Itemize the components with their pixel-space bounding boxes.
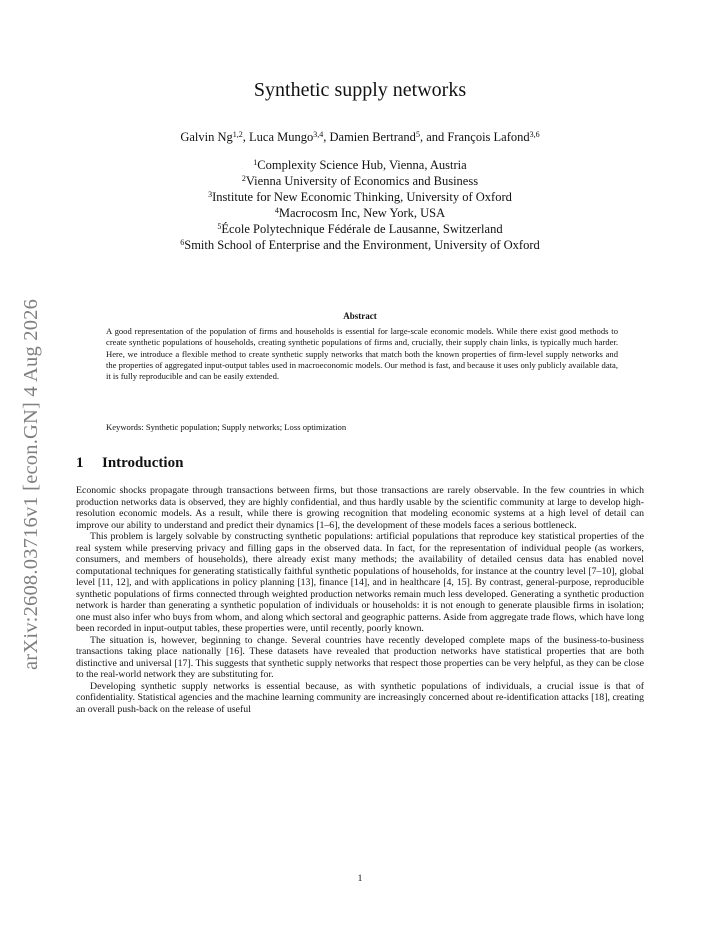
arxiv-identifier-stamp[interactable]: arXiv:2608.03716v1 [econ.GN] 4 Aug 2026	[20, 298, 42, 670]
introduction-body	[76, 485, 644, 715]
paragraph: The situation is, however, beginning to change. Several countries have recently developed complete maps of the business-to-business transactions taking place nationally [16]. These datasets have revealed that production networks have statistical properties that are both distinctive and universal [17]. This suggests that synthetic supply networks that respect those properties can be very helpful, as they can be close to the real-world network they are substituting for.	[76, 634, 644, 680]
section-number: 1	[76, 455, 84, 471]
author: Galvin Ng$^{1,2}$	[180, 130, 243, 144]
affiliation: $^2$Vienna University of Economics and Business	[241, 174, 479, 188]
paragraph: This problem is largely solvable by constructing synthetic populations: artificial populations that reproduce key statistical properties of the real system while preserving privacy and filling gaps in the observed data. In fact, for the representation of individual people (as workers, consumers, and members of households), there already exist many methods; the availability of detailed census data has enabled novel computational techniques for generating statistically faithful synthetic populations of households, for instance at the country level [7–10], global level [11, 12], and with applications in policy planning [13], finance [14], and in healthcare [4, 15]. By contrast, general-purpose, reproducible synthetic populations of firms connected through weighted production networks remain much less developed. Generating a synthetic production network is harder than generating a synthetic population of individuals or households: it is not enough to generate plausible firms in isolation; one must also infer who buys from whom, and along which sectoral and geographic patterns. Aside from aggregate trade flows, which have long been recorded in input-output tables, these properties were, until recently, poorly known.	[76, 531, 644, 634]
author-list: Galvin Ng$^{1,2}$, Luca Mungo$^{3,4}$, Damien Bertrand$^5$, and François Lafond$^{3,6}$	[180, 130, 540, 144]
page-number: 1	[357, 874, 363, 884]
author: François Lafond$^{3,6}$	[447, 130, 540, 144]
keywords: Keywords: Synthetic population; Supply networks; Loss optimization	[106, 422, 347, 432]
paper-title: Synthetic supply networks	[253, 79, 467, 101]
paragraph: Developing synthetic supply networks is essential because, as with synthetic populations of individuals, a crucial issue is that of confidentiality. Statistical agencies and the machine learning community are increasingly concerned about re-identification attacks [18], creating an overall push-back on the release of useful	[76, 680, 644, 715]
affiliation: $^4$Macrocosm Inc, New York, USA	[274, 206, 446, 220]
affiliation-list	[0, 157, 720, 253]
abstract-heading: Abstract	[343, 311, 377, 321]
paragraph: Economic shocks propagate through transactions between firms, but those transactions are rarely observable. In the few countries in which production networks data is observed, they are highly confidential, and thus hardly usable by the scientific community at large to develop high-resolution economic models. As a result, while there is growing recognition that modeling economic systems at a high level of detail can improve our ability to understand and predict their dynamics [1–6], the development of these models faces a serious bottleneck.	[76, 485, 644, 531]
abstract-body: A good representation of the population of firms and households is essential for large-scale economic models. While there exist good methods to create synthetic populations of households, creating synthetic populations of firms and, crucially, their supply chain links, is typically much harder. Here, we introduce a flexible method to create synthetic supply networks that match both the known properties of firm-level supply networks and the properties of aggregated input-output tables used in macroeconomic models. Our method is fast, and because it uses only publicly available data, it is fully reproducible and can be easily extended.	[106, 326, 618, 382]
affiliation: $^1$Complexity Science Hub, Vienna, Austria	[253, 158, 467, 172]
affiliation: $^6$Smith School of Enterprise and the Environment, University of Oxford	[180, 238, 540, 252]
affiliation: $^3$Institute for New Economic Thinking, University of Oxford	[208, 190, 512, 204]
affiliation: $^5$École Polytechnique Fédérale de Lausanne, Switzerland	[217, 222, 503, 236]
section-heading-introduction	[76, 455, 183, 472]
author: Luca Mungo$^{3,4}$	[249, 130, 324, 144]
author: Damien Bertrand$^5$	[329, 130, 420, 144]
section-title: Introduction	[102, 455, 184, 471]
